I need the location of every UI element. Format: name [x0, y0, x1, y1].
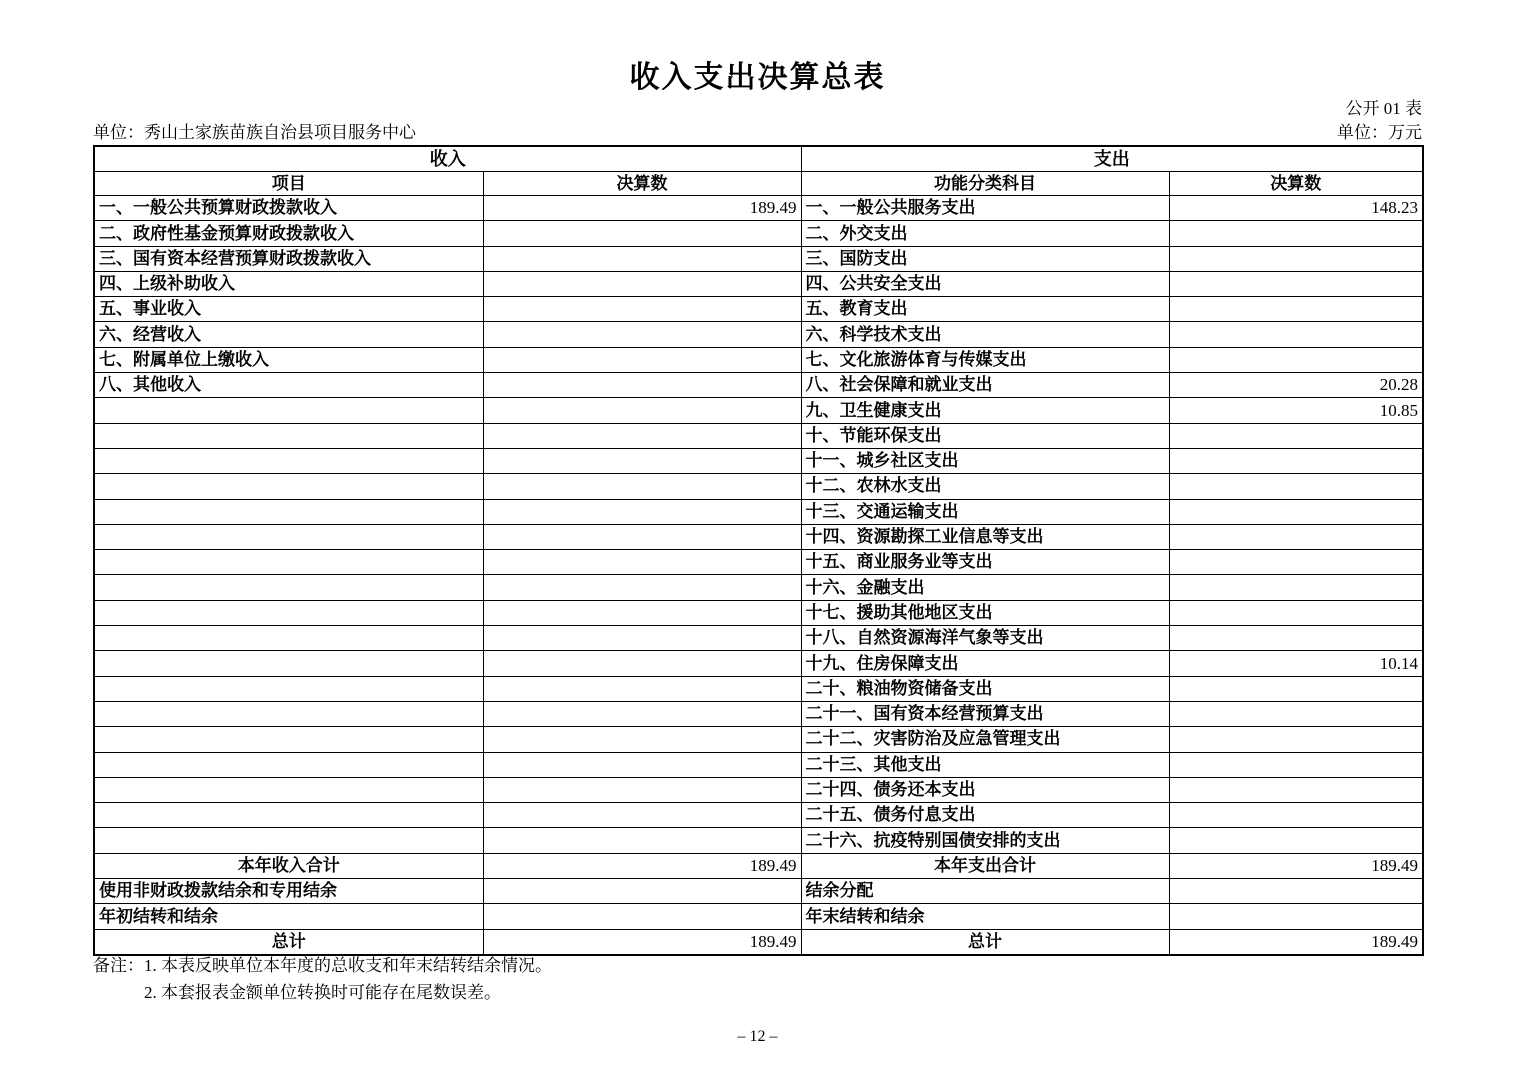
income-amount-cell — [483, 701, 801, 726]
table-row — [94, 474, 1423, 499]
expense-amount-cell — [1169, 347, 1423, 372]
expense-amount-cell — [1169, 879, 1423, 904]
expense-item-cell: 二十五、债务付息支出 — [801, 803, 1169, 828]
income-amount-cell — [483, 651, 801, 676]
table-row — [94, 448, 1423, 473]
income-amount-cell — [483, 423, 801, 448]
expense-item-cell: 十七、援助其他地区支出 — [801, 600, 1169, 625]
expense-amount-column-header: 决算数 — [1169, 172, 1423, 196]
table-row — [94, 803, 1423, 828]
table-row — [94, 347, 1423, 372]
income-amount-cell — [483, 246, 801, 271]
table-row — [94, 575, 1423, 600]
page-number: – 12 – — [737, 1028, 778, 1045]
income-item-column-header: 项目 — [94, 172, 483, 196]
expense-item-cell: 二十一、国有资本经营预算支出 — [801, 701, 1169, 726]
income-item-cell: 四、上级补助收入 — [94, 271, 483, 296]
expense-item-cell: 八、社会保障和就业支出 — [801, 373, 1169, 398]
income-amount-cell — [483, 727, 801, 752]
expense-amount-cell — [1169, 271, 1423, 296]
income-amount-cell — [483, 550, 801, 575]
table-row — [94, 777, 1423, 802]
expense-item-column-header: 功能分类科目 — [801, 172, 1169, 196]
expense-item-cell: 十五、商业服务业等支出 — [801, 550, 1169, 575]
expense-amount-cell — [1169, 727, 1423, 752]
expense-item-cell: 十二、农林水支出 — [801, 474, 1169, 499]
expense-amount-cell: 148.23 — [1169, 196, 1423, 221]
notes-label: 备注： — [93, 956, 144, 975]
income-item-cell: 七、附属单位上缴收入 — [94, 347, 483, 372]
note-line-1: 1. 本表反映单位本年度的总收支和年末结转结余情况。 — [144, 956, 552, 975]
income-amount-cell — [483, 828, 801, 853]
expense-amount-cell — [1169, 575, 1423, 600]
table-row — [94, 221, 1423, 246]
expense-item-cell: 四、公共安全支出 — [801, 271, 1169, 296]
income-amount-cell: 189.49 — [483, 196, 801, 221]
unit-name-label: 单位：秀山土家族苗族自治县项目服务中心 — [93, 123, 416, 142]
expense-amount-cell: 189.49 — [1169, 853, 1423, 878]
income-item-cell — [94, 448, 483, 473]
expense-amount-cell: 20.28 — [1169, 373, 1423, 398]
table-row — [94, 676, 1423, 701]
expense-item-cell: 十六、金融支出 — [801, 575, 1169, 600]
income-item-cell — [94, 474, 483, 499]
income-item-cell: 二、政府性基金预算财政拨款收入 — [94, 221, 483, 246]
income-amount-cell — [483, 499, 801, 524]
income-item-cell: 八、其他收入 — [94, 373, 483, 398]
table-row — [94, 322, 1423, 347]
expense-amount-cell — [1169, 448, 1423, 473]
expense-amount-cell — [1169, 221, 1423, 246]
table-row — [94, 398, 1423, 423]
income-item-cell: 三、国有资本经营预算财政拨款收入 — [94, 246, 483, 271]
expense-item-cell: 二十三、其他支出 — [801, 752, 1169, 777]
amount-unit-label: 单位：万元 — [1337, 123, 1422, 142]
income-item-cell: 本年收入合计 — [94, 853, 483, 878]
expense-item-cell: 二十、粮油物资储备支出 — [801, 676, 1169, 701]
expense-item-cell: 十八、自然资源海洋气象等支出 — [801, 626, 1169, 651]
income-amount-cell — [483, 676, 801, 701]
expense-amount-cell — [1169, 550, 1423, 575]
income-amount-cell — [483, 777, 801, 802]
expense-item-cell: 三、国防支出 — [801, 246, 1169, 271]
table-row — [94, 524, 1423, 549]
income-item-cell — [94, 499, 483, 524]
table-row — [94, 904, 1423, 929]
income-amount-cell — [483, 600, 801, 625]
income-amount-cell — [483, 575, 801, 600]
expense-amount-cell — [1169, 474, 1423, 499]
income-amount-cell — [483, 626, 801, 651]
income-item-cell — [94, 423, 483, 448]
expense-item-cell: 十九、住房保障支出 — [801, 651, 1169, 676]
expense-amount-cell — [1169, 803, 1423, 828]
expense-item-cell: 年末结转和结余 — [801, 904, 1169, 929]
income-item-cell — [94, 676, 483, 701]
expense-amount-cell — [1169, 904, 1423, 929]
income-amount-cell — [483, 474, 801, 499]
expense-amount-cell — [1169, 423, 1423, 448]
income-item-cell: 五、事业收入 — [94, 297, 483, 322]
table-row — [94, 879, 1423, 904]
expense-item-cell: 十三、交通运输支出 — [801, 499, 1169, 524]
income-amount-cell — [483, 803, 801, 828]
expense-amount-cell — [1169, 322, 1423, 347]
notes-block — [93, 952, 552, 1006]
income-item-cell — [94, 752, 483, 777]
income-item-cell: 年初结转和结余 — [94, 904, 483, 929]
expense-item-cell: 十、节能环保支出 — [801, 423, 1169, 448]
income-item-cell — [94, 398, 483, 423]
expense-item-cell: 十四、资源勘探工业信息等支出 — [801, 524, 1169, 549]
income-amount-cell: 189.49 — [483, 853, 801, 878]
expense-item-cell: 五、教育支出 — [801, 297, 1169, 322]
expense-amount-cell — [1169, 676, 1423, 701]
table-row — [94, 550, 1423, 575]
income-amount-column-header: 决算数 — [483, 172, 801, 196]
income-item-cell: 一、一般公共预算财政拨款收入 — [94, 196, 483, 221]
budget-summary-table — [93, 145, 1424, 956]
expense-item-cell: 十一、城乡社区支出 — [801, 448, 1169, 473]
income-amount-cell — [483, 524, 801, 549]
income-amount-cell — [483, 752, 801, 777]
expense-item-cell: 一、一般公共服务支出 — [801, 196, 1169, 221]
income-item-cell — [94, 727, 483, 752]
income-item-cell — [94, 600, 483, 625]
table-row — [94, 499, 1423, 524]
income-item-cell — [94, 575, 483, 600]
table-row — [94, 373, 1423, 398]
expense-item-cell: 本年支出合计 — [801, 853, 1169, 878]
table-row — [94, 626, 1423, 651]
expense-item-cell: 二十六、抗疫特别国债安排的支出 — [801, 828, 1169, 853]
expense-amount-cell — [1169, 828, 1423, 853]
table-row — [94, 196, 1423, 221]
table-row — [94, 423, 1423, 448]
table-row — [94, 828, 1423, 853]
expense-amount-cell: 189.49 — [1169, 929, 1423, 955]
table-row — [94, 297, 1423, 322]
income-amount-cell — [483, 398, 801, 423]
section-header-row — [94, 146, 1423, 172]
column-header-row — [94, 172, 1423, 196]
table-row — [94, 853, 1423, 878]
expense-section-header: 支出 — [801, 146, 1423, 172]
table-row — [94, 600, 1423, 625]
income-item-cell: 使用非财政拨款结余和专用结余 — [94, 879, 483, 904]
expense-item-cell: 六、科学技术支出 — [801, 322, 1169, 347]
income-amount-cell — [483, 322, 801, 347]
table-row — [94, 727, 1423, 752]
table-row — [94, 651, 1423, 676]
income-amount-cell: 189.49 — [483, 929, 801, 955]
expense-amount-cell — [1169, 777, 1423, 802]
expense-amount-cell: 10.85 — [1169, 398, 1423, 423]
income-item-cell — [94, 651, 483, 676]
income-amount-cell — [483, 448, 801, 473]
expense-amount-cell — [1169, 626, 1423, 651]
income-item-cell — [94, 777, 483, 802]
income-section-header: 收入 — [94, 146, 801, 172]
expense-amount-cell — [1169, 499, 1423, 524]
expense-item-cell: 二十四、债务还本支出 — [801, 777, 1169, 802]
expense-amount-cell — [1169, 600, 1423, 625]
expense-item-cell: 二、外交支出 — [801, 221, 1169, 246]
form-code-label: 公开 01 表 — [1345, 99, 1422, 118]
expense-item-cell: 总计 — [801, 929, 1169, 955]
income-amount-cell — [483, 373, 801, 398]
expense-item-cell: 二十二、灾害防治及应急管理支出 — [801, 727, 1169, 752]
income-amount-cell — [483, 347, 801, 372]
expense-amount-cell — [1169, 701, 1423, 726]
income-item-cell — [94, 626, 483, 651]
income-item-cell — [94, 550, 483, 575]
expense-amount-cell: 10.14 — [1169, 651, 1423, 676]
expense-amount-cell — [1169, 246, 1423, 271]
expense-item-cell: 结余分配 — [801, 879, 1169, 904]
income-item-cell: 六、经营收入 — [94, 322, 483, 347]
expense-amount-cell — [1169, 752, 1423, 777]
income-amount-cell — [483, 904, 801, 929]
page-title: 收入支出决算总表 — [629, 61, 886, 94]
table-row — [94, 701, 1423, 726]
income-item-cell: 总计 — [94, 929, 483, 955]
expense-amount-cell — [1169, 524, 1423, 549]
note-line-2: 2. 本套报表金额单位转换时可能存在尾数误差。 — [144, 983, 501, 1002]
table-row — [94, 246, 1423, 271]
income-amount-cell — [483, 297, 801, 322]
income-amount-cell — [483, 879, 801, 904]
expense-item-cell: 九、卫生健康支出 — [801, 398, 1169, 423]
income-item-cell — [94, 701, 483, 726]
expense-item-cell: 七、文化旅游体育与传媒支出 — [801, 347, 1169, 372]
income-item-cell — [94, 524, 483, 549]
expense-amount-cell — [1169, 297, 1423, 322]
income-amount-cell — [483, 271, 801, 296]
income-amount-cell — [483, 221, 801, 246]
table-row — [94, 752, 1423, 777]
income-item-cell — [94, 803, 483, 828]
income-item-cell — [94, 828, 483, 853]
table-row — [94, 271, 1423, 296]
